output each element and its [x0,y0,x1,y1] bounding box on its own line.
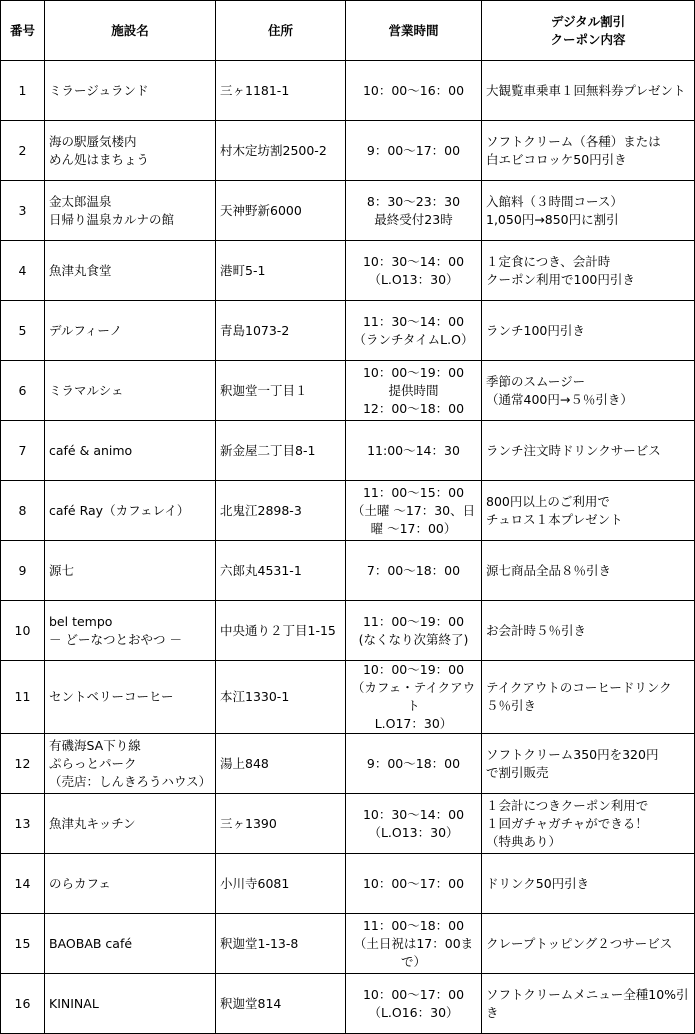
business-hours: 7：00～18：00 [346,541,482,601]
facility-name: bel tempo － どーなつとおやつ － [45,601,216,661]
business-hours: 10：00～16：00 [346,61,482,121]
row-number: 6 [1,361,45,421]
address: 港町5-1 [216,241,346,301]
address: 村木定坊割2500-2 [216,121,346,181]
coupon-content: １会計につきクーポン利用で １回ガチャガチャができる！ （特典あり） [482,794,695,854]
table-row [1,481,695,541]
row-number: 11 [1,661,45,734]
table-row [1,181,695,241]
business-hours: 10：00～17：00 （L.O16：30） [346,974,482,1034]
table-row [1,301,695,361]
address: 北鬼江2898-3 [216,481,346,541]
table-row [1,854,695,914]
header-coupon-line1: デジタル割引 [550,13,626,29]
facility-name: ミラージュランド [45,61,216,121]
header-coupon-line2: クーポン内容 [550,31,626,47]
coupon-content: ドリンク50円引き [482,854,695,914]
row-number: 14 [1,854,45,914]
header-name: 施設名 [45,1,216,61]
coupon-content: ソフトクリームメニュー全種10%引き [482,974,695,1034]
facility-name: 有磯海SA下り線 ぷらっとパーク （売店：しんきろうハウス） [45,734,216,794]
coupon-content: １定食につき、会計時 クーポン利用で100円引き [482,241,695,301]
facility-name: ミラマルシェ [45,361,216,421]
business-hours: 11:00～14：30 [346,421,482,481]
business-hours: 10：00～17：00 [346,854,482,914]
coupon-content: 大観覧車乗車１回無料券プレゼント [482,61,695,121]
business-hours: 11：00～15：00 （土曜 ～17：30、日曜 ～17：00） [346,481,482,541]
address: 中央通り２丁目1-15 [216,601,346,661]
business-hours: 10：00～19：00 （カフェ・テイクアウト L.O17：30） [346,661,482,734]
address: 六郎丸4531-1 [216,541,346,601]
business-hours: 11：00～19：00 (なくなり次第終了) [346,601,482,661]
header-row [1,1,695,61]
facility-name: 金太郎温泉 日帰り温泉カルナの館 [45,181,216,241]
table-row [1,974,695,1034]
business-hours: 9：00～18：00 [346,734,482,794]
facility-name: 源七 [45,541,216,601]
header-address: 住所 [216,1,346,61]
row-number: 1 [1,61,45,121]
address: 釈迦堂一丁目１ [216,361,346,421]
address: 釈迦堂814 [216,974,346,1034]
header-coupon [482,1,695,61]
business-hours: 9：00～17：00 [346,121,482,181]
header-no: 番号 [1,1,45,61]
coupon-content: ランチ100円引き [482,301,695,361]
table-row [1,661,695,734]
facility-name: BAOBAB café [45,914,216,974]
row-number: 13 [1,794,45,854]
facility-name: 魚津丸食堂 [45,241,216,301]
coupon-content: 入館料（３時間コース） 1,050円→850円に割引 [482,181,695,241]
row-number: 8 [1,481,45,541]
business-hours: 10：00～19：00 提供時間 12：00～18：00 [346,361,482,421]
table-row [1,734,695,794]
facility-name: 海の駅蜃気楼内 めん処はまちょう [45,121,216,181]
header-hours: 営業時間 [346,1,482,61]
table-row [1,121,695,181]
row-number: 16 [1,974,45,1034]
address: 本江1330-1 [216,661,346,734]
coupon-content: ソフトクリーム（各種）または 白エビコロッケ50円引き [482,121,695,181]
coupon-content: 季節のスムージー （通常400円→５％引き） [482,361,695,421]
row-number: 15 [1,914,45,974]
row-number: 7 [1,421,45,481]
business-hours: 10：30～14：00 （L.O13：30） [346,794,482,854]
row-number: 12 [1,734,45,794]
coupon-content: 源七商品全品８％引き [482,541,695,601]
row-number: 10 [1,601,45,661]
row-number: 4 [1,241,45,301]
facility-name: café & animo [45,421,216,481]
coupon-content: ソフトクリーム350円を320円 で割引販売 [482,734,695,794]
table-row [1,914,695,974]
business-hours: 11：30～14：00 （ランチタイムL.O） [346,301,482,361]
facility-name: のらカフェ [45,854,216,914]
table-row [1,241,695,301]
address: 三ヶ1181-1 [216,61,346,121]
coupon-content: クレープトッピング２つサービス [482,914,695,974]
address: 青島1073-2 [216,301,346,361]
address: 釈迦堂1-13-8 [216,914,346,974]
coupon-content: テイクアウトのコーヒードリンク ５％引き [482,661,695,734]
business-hours: 10：30～14：00 （L.O13：30） [346,241,482,301]
table-row [1,794,695,854]
address: 新金屋二丁目8-1 [216,421,346,481]
row-number: 3 [1,181,45,241]
table-row [1,541,695,601]
facility-name: デルフィーノ [45,301,216,361]
address: 三ヶ1390 [216,794,346,854]
facility-name: セントベリーコーヒー [45,661,216,734]
facility-name: café Ray（カフェレイ） [45,481,216,541]
coupon-content: 800円以上のご利用で チュロス１本プレゼント [482,481,695,541]
table-row [1,601,695,661]
coupon-content: お会計時５％引き [482,601,695,661]
row-number: 9 [1,541,45,601]
business-hours: 8：30～23：30 最終受付23時 [346,181,482,241]
table-row [1,61,695,121]
row-number: 5 [1,301,45,361]
table-row [1,421,695,481]
address: 小川寺6081 [216,854,346,914]
facility-name: KININAL [45,974,216,1034]
business-hours: 11：00～18：00 （土日祝は17：00まで） [346,914,482,974]
address: 天神野新6000 [216,181,346,241]
table-row [1,361,695,421]
row-number: 2 [1,121,45,181]
coupon-content: ランチ注文時ドリンクサービス [482,421,695,481]
facility-name: 魚津丸キッチン [45,794,216,854]
address: 湯上848 [216,734,346,794]
